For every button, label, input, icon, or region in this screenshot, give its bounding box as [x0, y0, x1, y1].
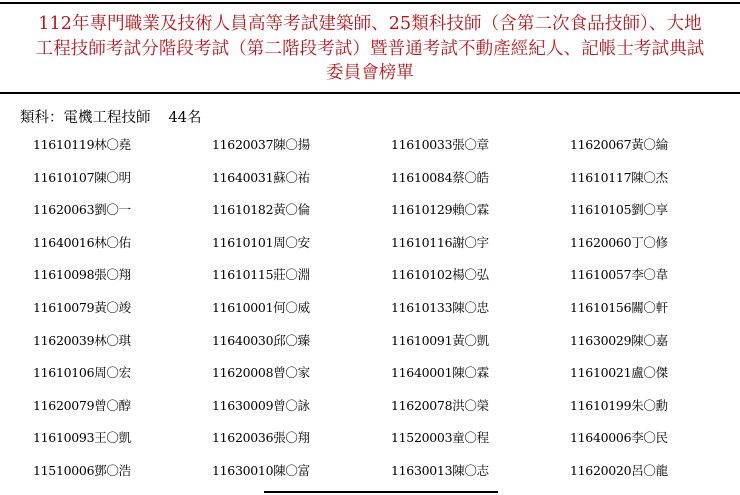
candidate-entry: 11610033張〇章 [391, 137, 489, 152]
candidate-entry: 11610101周〇安 [212, 234, 310, 250]
category-count: 44名 [168, 110, 202, 126]
candidate-entry: 11610091黃〇凱 [391, 332, 489, 348]
candidate-entry: 11610129賴〇霖 [391, 202, 489, 218]
candidate-entry: 11640016林〇佑 [33, 234, 131, 250]
candidate-row [0, 462, 740, 495]
candidate-entry: 11610084蔡〇皓 [391, 169, 489, 185]
top-rule [0, 2, 740, 4]
candidate-entry: 11610116謝〇宇 [391, 234, 489, 250]
candidate-row [0, 332, 740, 365]
candidate-entry: 11620020呂〇龍 [570, 462, 668, 478]
candidate-entry: 11610093王〇凱 [33, 430, 131, 446]
candidate-list [0, 136, 740, 495]
candidate-row [0, 364, 740, 397]
title-line-1: 112年專門職業及技術人員高等考試建築師、25類科技師（含第二次食品技師）、大地 [38, 14, 702, 34]
candidate-entry: 11630010陳〇富 [212, 462, 310, 478]
candidate-entry: 11640006李〇民 [570, 430, 668, 446]
candidate-entry: 11520003童〇程 [391, 430, 489, 446]
candidate-entry: 11610102楊〇弘 [391, 267, 489, 283]
candidate-entry: 11610199朱〇勳 [570, 397, 668, 413]
candidate-entry: 11610119林〇堯 [33, 137, 131, 152]
title-line-3: 委員會榜單 [326, 63, 414, 83]
candidate-entry: 11640001陳〇霖 [391, 365, 489, 381]
candidate-row [0, 169, 740, 202]
candidate-entry: 11610133陳〇忠 [391, 299, 489, 315]
candidate-entry: 11610001何〇威 [212, 299, 310, 315]
candidate-entry: 11620039林〇琪 [33, 332, 131, 348]
candidate-entry: 11620078洪〇榮 [391, 397, 489, 413]
candidate-entry: 11640031蘇〇祐 [212, 169, 310, 185]
candidate-entry: 11610107陳〇明 [33, 169, 131, 185]
candidate-row [0, 234, 740, 267]
candidate-entry: 11620067黃〇綸 [570, 137, 668, 152]
candidate-entry: 11610057李〇韋 [570, 267, 668, 283]
candidate-entry: 11630009曾〇詠 [212, 397, 310, 413]
category-heading [20, 106, 201, 127]
candidate-entry: 11620008曾〇家 [212, 365, 310, 381]
candidate-row [0, 266, 740, 299]
candidate-entry: 11610021盧〇傑 [570, 365, 668, 381]
candidate-entry: 11610105劉〇享 [570, 202, 668, 218]
candidate-row [0, 429, 740, 462]
candidate-entry: 11620037陳〇揚 [212, 137, 310, 152]
candidate-entry: 11630013陳〇志 [391, 462, 489, 478]
page-title [8, 12, 732, 86]
title-line-2: 工程技師考試分階段考試（第二階段考試）暨普通考試不動產經紀人、記帳士考試典試 [35, 38, 705, 59]
candidate-entry: 11610115莊〇淵 [212, 267, 310, 283]
candidate-row [0, 299, 740, 332]
candidate-entry: 11620063劉〇一 [33, 202, 131, 218]
candidate-entry: 11640030邱〇臻 [212, 332, 310, 348]
category-label: 類科：電機工程技師 [20, 110, 151, 126]
candidate-entry: 11630029陳〇嘉 [570, 332, 668, 348]
candidate-entry: 11610106周〇宏 [33, 365, 131, 381]
candidate-entry: 11610182黃〇倫 [212, 202, 310, 218]
header-divider [0, 92, 740, 94]
candidate-entry: 11610156關〇軒 [570, 299, 668, 315]
candidate-row [0, 136, 740, 169]
candidate-entry: 11620079曾〇醇 [33, 397, 131, 413]
candidate-entry: 11610079黃〇竣 [33, 299, 131, 315]
candidate-entry: 11510006鄧〇浩 [33, 462, 131, 478]
candidate-row [0, 397, 740, 430]
candidate-entry: 11620060丁〇修 [570, 234, 668, 250]
candidate-row [0, 201, 740, 234]
candidate-entry: 11620036張〇翔 [212, 430, 310, 446]
candidate-entry: 11610098張〇翔 [33, 267, 131, 283]
candidate-entry: 11610117陳〇杰 [570, 169, 668, 185]
